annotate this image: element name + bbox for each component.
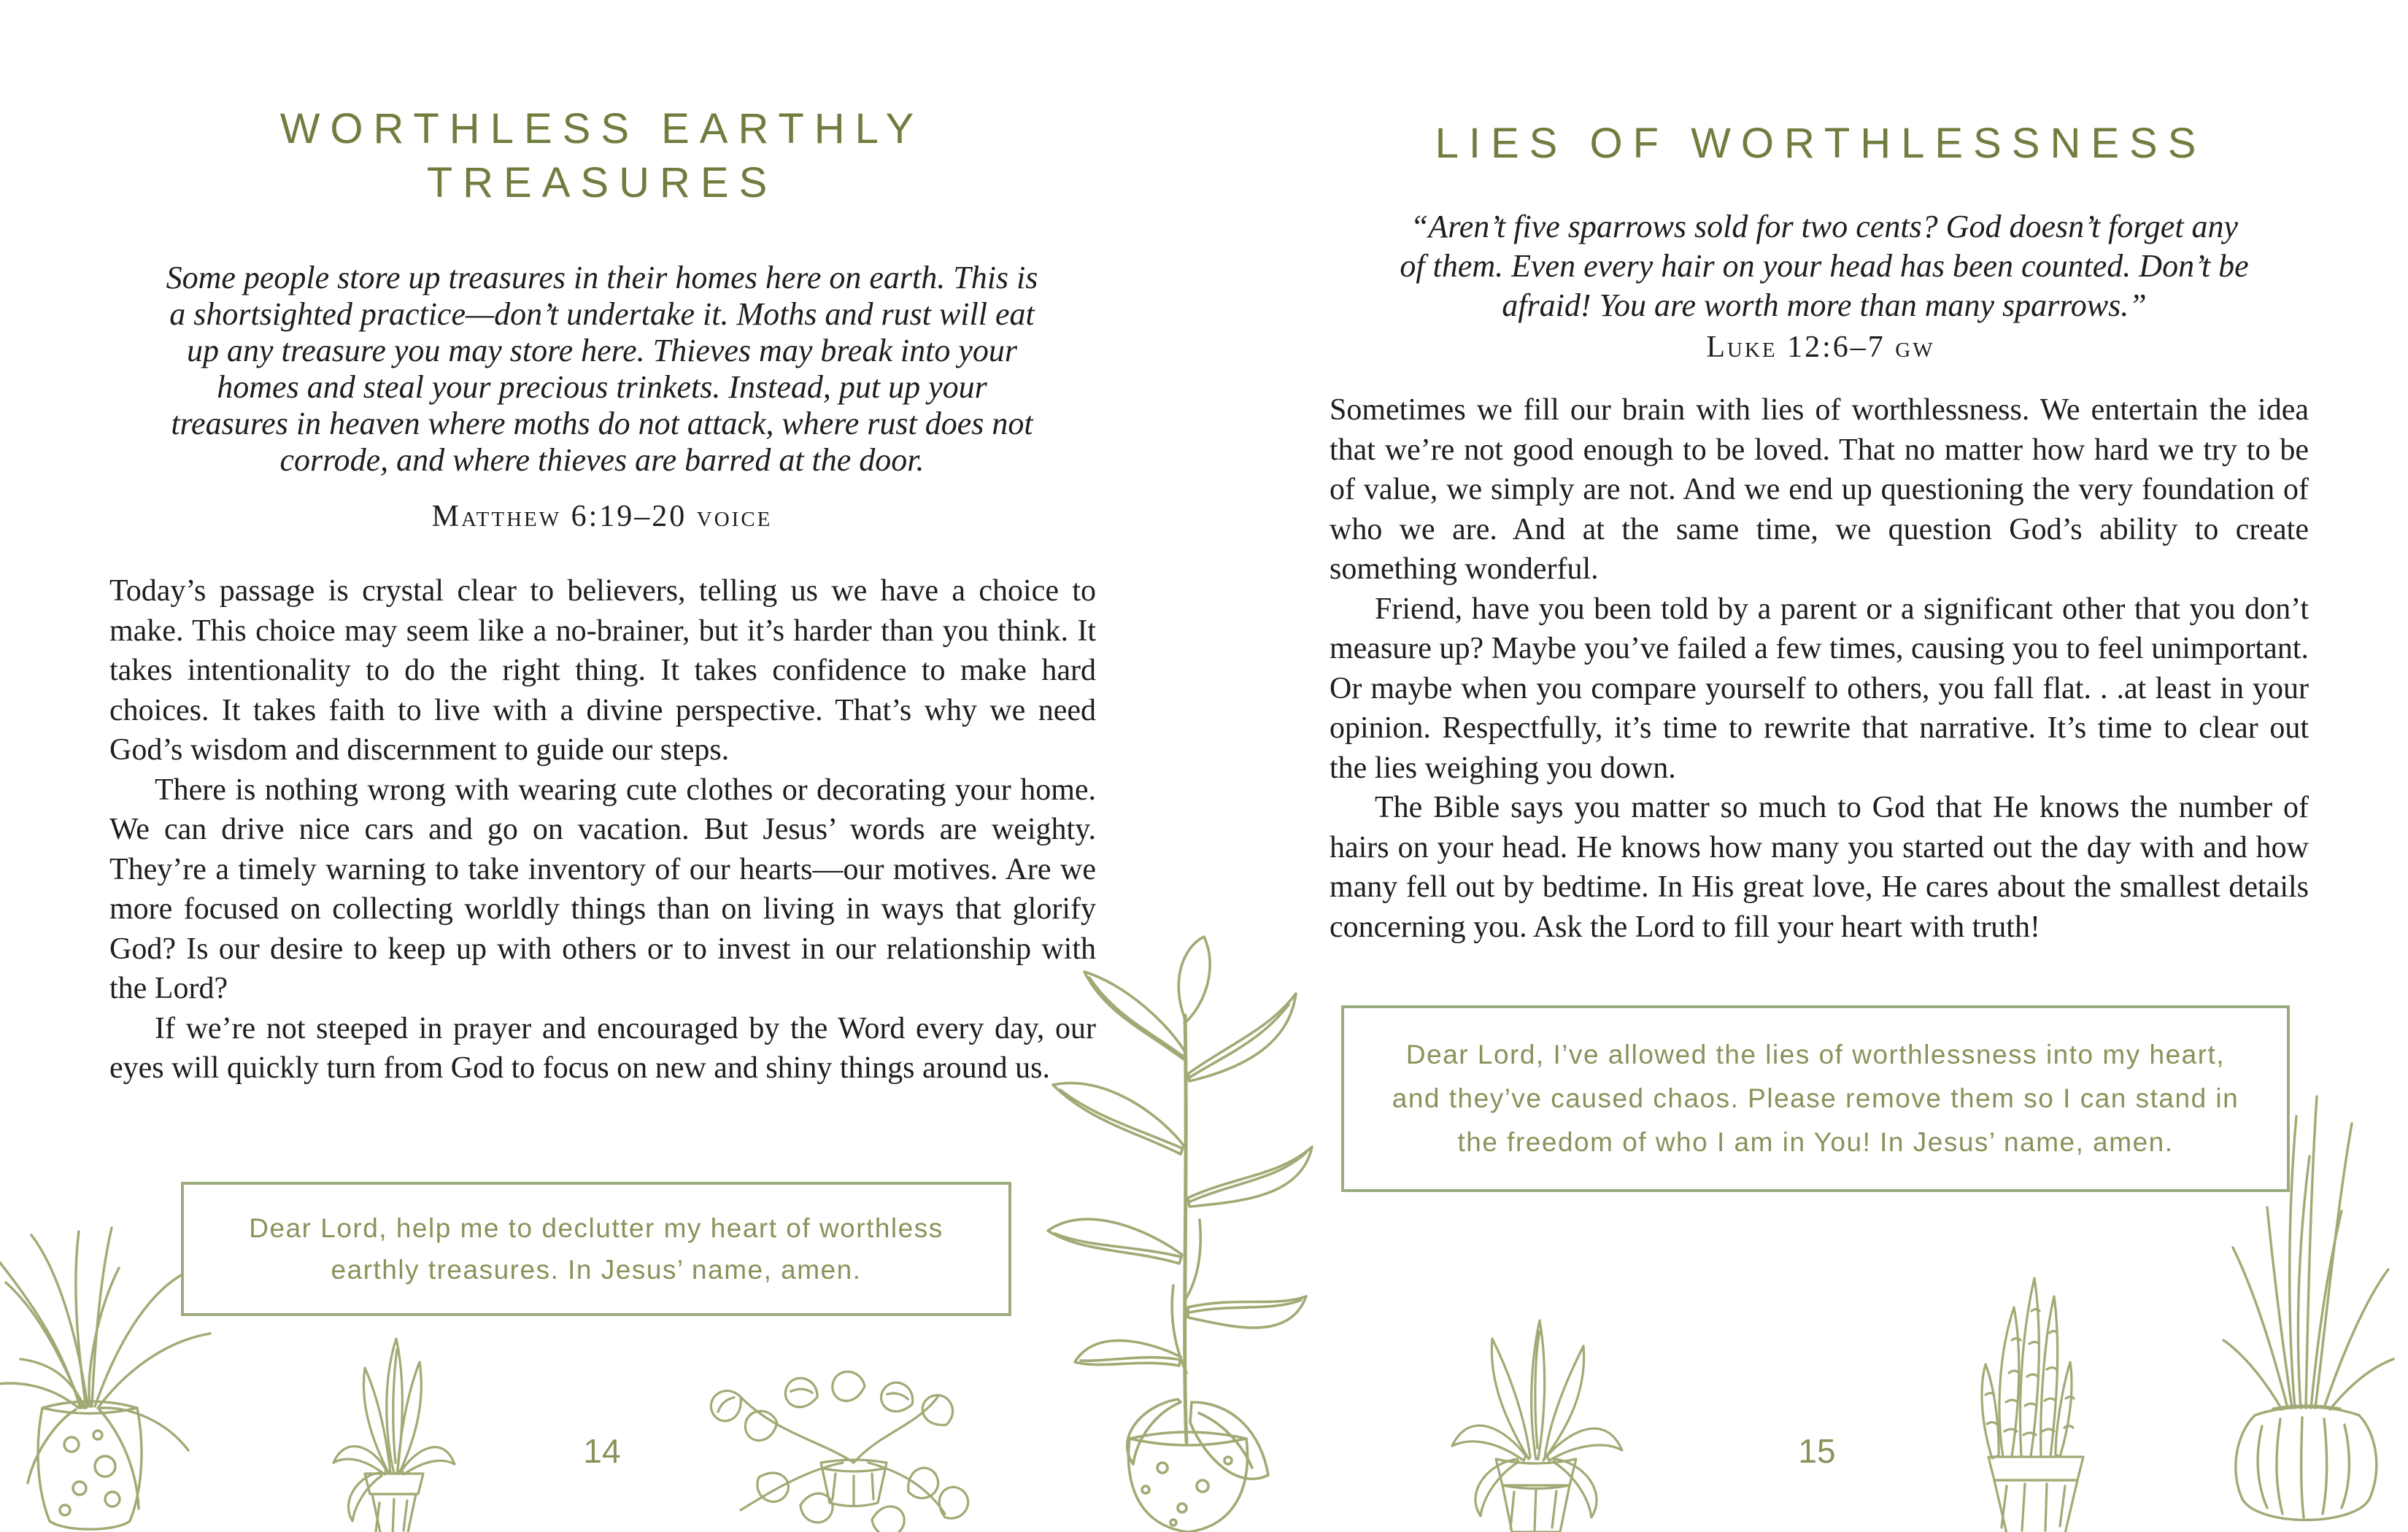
scripture-quote: “Aren’t five sparrows sold for two cents? God doesn’t forget any of them. Even every hair on your head has been counted. Don’t be afraid! You are worth more than many sparrows.”: [1400, 209, 2249, 323]
page-number: 15: [1798, 1432, 1836, 1470]
body-paragraph: If we’re not steeped in prayer and encouraged by the Word every day, our eyes will quickly turn from God to focus on new and shiny things around us.: [109, 1011, 1096, 1085]
body-paragraph: There is nothing wrong with wearing cute clothes or decorating your home. We can drive nice cars and go on vacation. But Jesus’ words are weighty. They’re a timely warning to take inventory of our hearts—our motives. Are we more focused on collecting worldly things than on living in ways that glorify God? Is our desire to keep up with others or to invest in our relationship with the Lord?: [109, 773, 1096, 1005]
prayer-box: [1341, 1005, 2290, 1192]
body-paragraph: Friend, have you been told by a parent or a significant other that you don’t measure up? Maybe you’ve failed a few times, causing you to feel unimportant. Or maybe when you compare yourself to others, you fall flat. . .at least in your opinion. Respectfully, it’s time to rewrite that narrative. It’s time to clear out the lies weighing you down.: [1330, 592, 2309, 785]
prayer-box: [181, 1182, 1011, 1316]
body-paragraph: The Bible says you matter so much to God that He knows the number of hairs on your head. He knows how many you started out the day with and how many fell out by bedtime. In His great love, He cares about the smallest details concerning you. Ask the Lord to fill your heart with truth!: [1330, 791, 2309, 944]
body-paragraph: Sometimes we fill our brain with lies of worthlessness. We entertain the idea that we’re not good enough to be loved. That no matter how hard we try to be of value, we simply are not. And we end up questioning the very foundation of who we are. And at the same time, we question God’s ability to create something wonderful.: [1330, 393, 2309, 586]
page-title: [1328, 117, 2313, 171]
devotional-body: [109, 571, 1096, 1088]
body-paragraph: Today’s passage is crystal clear to believers, telling us we have a choice to make. This choice may seem like a no-brainer, but it’s harder than you think. It takes intentionality to do the right thing. It takes confidence to make hard choices. It takes faith to live with a divine perspective. That’s why we need God’s wisdom and discernment to guide our steps.: [109, 574, 1096, 767]
scripture-reference: Matthew 6:19–20 voice: [431, 500, 773, 533]
page-title-line: TREASURES: [426, 159, 778, 206]
snake-plant-icon: [1930, 1256, 2142, 1532]
scripture-reference: Luke 12:6–7 gw: [1706, 330, 1935, 364]
peace-lily-icon: [310, 1317, 478, 1532]
page-title: [109, 102, 1095, 210]
page-number: 14: [583, 1432, 621, 1470]
scripture-quote: Some people store up treasures in their homes here on earth. This is a shortsighted practice—don’t undertake it. Moths and rust will eat up any treasure you may store here. Thieves may break into your homes and steal your precious trinkets. Instead, put up your treasures in heaven where moths do not attack, where rust does not corrode, and where thieves are barred at the door.: [166, 260, 1038, 478]
devotional-body: [1330, 390, 2309, 947]
aglaonema-plant-icon: [1419, 1240, 1653, 1532]
prayer-text: Dear Lord, I’ve allowed the lies of worthlessness into my heart, and they’ve caused chaos. Please remove them so I can stand in the freedom of who I am in You! In Jesus’ name, amen.: [1392, 1040, 2239, 1157]
page-title-line: LIES OF WORTHLESSNESS: [1435, 120, 2207, 167]
page-title-line: WORTHLESS EARTHLY: [279, 105, 925, 152]
prayer-text: Dear Lord, help me to declutter my heart of worthless earthly treasures. In Jesus’ name, amen.: [249, 1213, 943, 1285]
pothos-plant-icon: [690, 1353, 974, 1532]
